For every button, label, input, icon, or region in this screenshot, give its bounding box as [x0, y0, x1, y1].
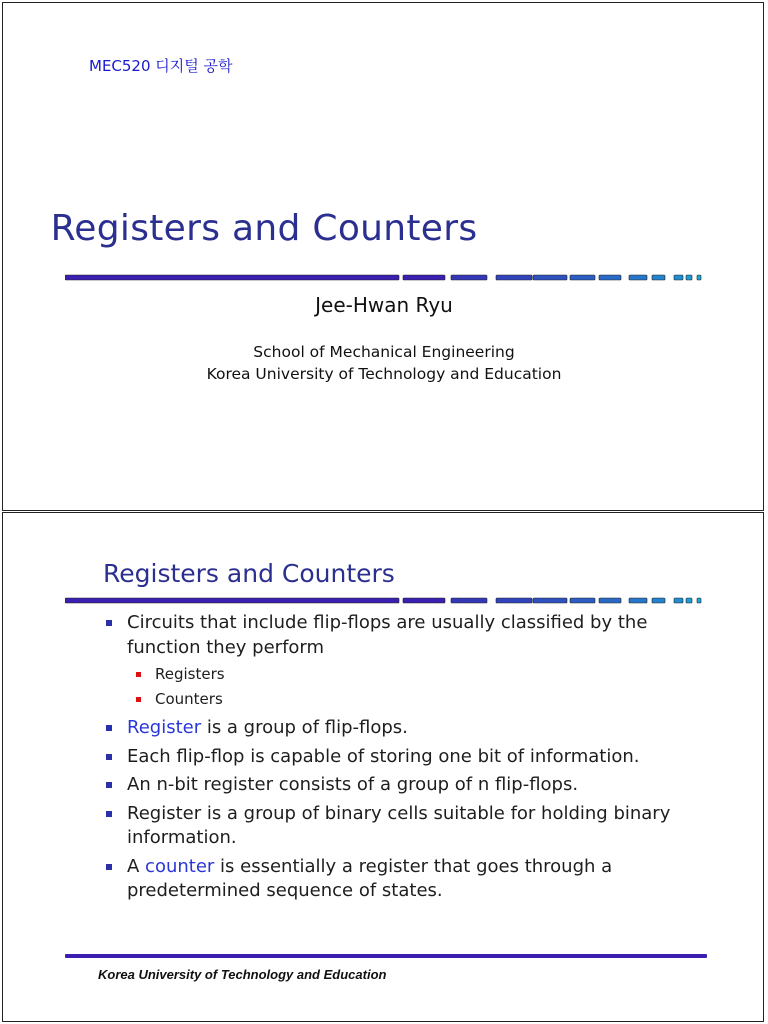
rule-segment — [403, 275, 445, 280]
rule-segment — [674, 598, 683, 603]
bullet-square-icon — [106, 725, 112, 731]
sub-bullet-text: Counters — [155, 690, 223, 708]
sub-list-item — [127, 662, 683, 687]
rule-segment — [599, 275, 621, 280]
content-slide — [2, 512, 764, 1022]
highlight-term: Register — [127, 717, 202, 738]
sub-list-item — [127, 687, 683, 712]
rule-segment — [65, 275, 399, 280]
rule-segment — [686, 275, 692, 280]
rule-segment — [533, 275, 567, 280]
bullet-square-icon — [106, 620, 112, 626]
rule-segment — [403, 598, 445, 603]
sub-bullet-text: Registers — [155, 665, 225, 683]
bullet-text: is a group of flip-flops. — [201, 717, 408, 738]
list-item — [103, 855, 683, 904]
rule-segment — [496, 275, 532, 280]
bullet-square-icon — [106, 754, 112, 760]
slide-title: Registers and Counters — [103, 559, 395, 588]
rule-segment — [629, 275, 647, 280]
rule-segment — [533, 598, 567, 603]
highlight-term: counter — [145, 855, 215, 877]
rule-segment — [599, 598, 621, 603]
slide-title — [3, 208, 765, 249]
bullet-text-prefix: A — [127, 855, 146, 877]
rule-segment — [570, 275, 595, 280]
decorative-rule — [65, 274, 705, 282]
title-slide — [2, 2, 764, 511]
bullet-square-icon — [136, 672, 141, 677]
university-text: Korea University of Technology and Education — [206, 365, 562, 383]
list-item — [103, 773, 683, 798]
bullet-text: is essentially a register that goes through a predetermined sequence of states. — [127, 855, 613, 901]
list-item — [103, 745, 683, 770]
list-item — [103, 611, 683, 712]
rule-segment — [629, 598, 647, 603]
slide-title-text: Registers and Counters — [50, 208, 478, 249]
bullet-text: Each flip-flop is capable of storing one bit of information. — [127, 745, 640, 767]
rule-segment — [65, 598, 399, 603]
decorative-rule — [65, 597, 705, 605]
list-item — [103, 716, 683, 741]
rule-segment — [697, 275, 701, 280]
rule-segment — [697, 598, 701, 603]
footer-rule — [65, 954, 707, 958]
bullet-list — [103, 611, 683, 908]
list-item — [103, 802, 683, 851]
bullet-text: An n-bit register consists of a group of n flip-flops. — [127, 774, 579, 795]
bullet-text: Register is a group of binary cells suitable for holding binary information. — [127, 802, 671, 848]
rule-segment — [652, 275, 665, 280]
bullet-square-icon — [106, 811, 112, 817]
rule-segment — [570, 598, 595, 603]
rule-segment — [451, 598, 487, 603]
rule-segment — [674, 275, 683, 280]
bullet-square-icon — [106, 864, 112, 870]
rule-segment — [496, 598, 532, 603]
rule-segment — [686, 598, 692, 603]
footer-text: Korea University of Technology and Education — [98, 967, 387, 982]
rule-segment — [652, 598, 665, 603]
bullet-square-icon — [136, 697, 141, 702]
bullet-square-icon — [106, 782, 112, 788]
department-text: School of Mechanical Engineering — [253, 343, 515, 361]
author-name: Jee-Hwan Ryu — [315, 293, 453, 317]
sub-bullet-list — [127, 662, 683, 712]
course-label: MEC520 디지털 공학 — [89, 57, 233, 75]
rule-segment — [451, 275, 487, 280]
bullet-text: Circuits that include flip-flops are usually classified by the function they perform — [127, 612, 648, 658]
